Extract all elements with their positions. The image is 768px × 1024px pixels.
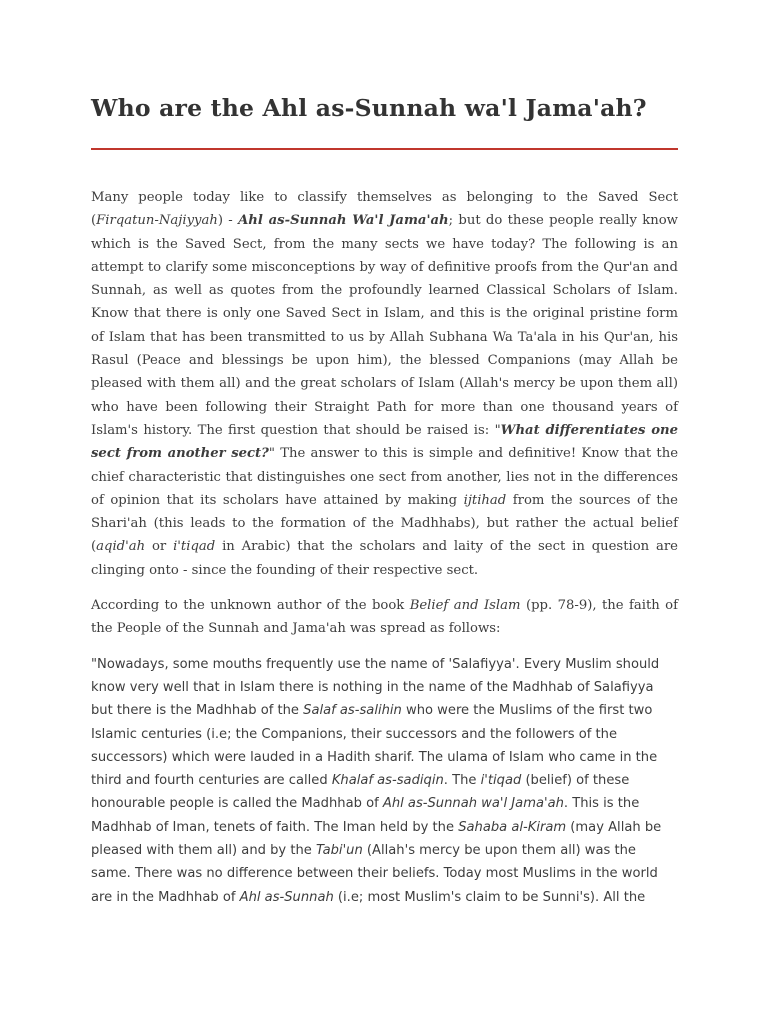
text-run: ) - (217, 213, 239, 229)
text-run: (i.e; most Muslim's claim to be Sunni's). All the (333, 889, 646, 905)
paragraph-quote (91, 653, 678, 909)
text-run: Many people today like to classify themselves as belonging to the Saved Sect ( (91, 190, 678, 229)
italic-term: i'tiqad (480, 773, 522, 789)
text-run: According to the unknown author of the book (91, 598, 410, 614)
text-run: who were the Muslims of the first two Islamic centuries (i.e; the Companions, their successors and the followers of the successors) which were lauded in a Hadith sharif. The ulama of Islam who came in the third and fourth centuries are called (91, 703, 658, 789)
page-title: Who are the Ahl as-Sunnah wa'l Jama'ah? (91, 94, 647, 122)
italic-term: ijtihad (463, 492, 507, 508)
text-run: (pp. 78-9), the faith of the People of the Sunnah and Jama'ah was spread as follows: (91, 598, 678, 637)
italic-term: Ahl as-Sunnah wa'l Jama'ah (382, 796, 564, 812)
article-body (91, 186, 678, 909)
text-run: ; but do these people really know which is the Saved Sect, from the many sects we have today? The following is an attempt to clarify some misconceptions by way of definitive proofs from the Qur'an and Sunnah, as well as quotes from the profoundly learned Classical Scholars of Islam. Know that there is only one Saved Sect in Islam, and this is the original pristine form of Islam that has been transmitted to us by Allah Subhana Wa Ta'ala in his Qur'an, his Rasul (Peace and blessings be upon him), the blessed Companions (may Allah be pleased with them all) and the great scholars of Islam (Allah's mercy be upon them all) who have been following their Straight Path for more than one thousand years of Islam's history. The first question that should be raised is: " (91, 213, 678, 438)
text-run: in Arabic) that the scholars and laity of the sect in question are clinging onto - since the founding of their respective sect. (91, 539, 678, 578)
title-divider (91, 148, 678, 150)
italic-term: Ahl as-Sunnah (239, 889, 334, 905)
italic-term: Salaf as-salihin (303, 703, 402, 719)
text-run: or (145, 539, 174, 555)
paragraph-reference (91, 594, 678, 641)
paragraph-intro (91, 186, 678, 582)
text-run: (Allah's mercy be upon them all) was the same. There was no difference between their beliefs. Today most Muslims in the world are in the Madhhab of (91, 843, 658, 905)
bold-italic-term: Ahl as-Sunnah Wa'l Jama'ah (238, 213, 449, 229)
text-run: (may Allah be pleased with them all) and by the (91, 819, 662, 859)
text-run: " The answer to this is simple and definitive! Know that the chief characteristic that distinguishes one sect from another, lies not in the differences of opinion that its scholars have attained by making (91, 446, 678, 508)
text-run: from the sources of the Shari'ah (this leads to the formation of the Madhhabs), but rather the actual belief ( (91, 492, 678, 555)
text-run: . The (443, 773, 481, 789)
book-title: Belief and Islam (409, 598, 521, 614)
italic-term: i'tiqad (173, 539, 216, 555)
italic-term: Firqatun-Najiyyah (96, 213, 218, 229)
bold-italic-question: What differentiates one sect from another sect? (91, 422, 678, 462)
text-run: . This is the Madhhab of Iman, tenets of faith. The Iman held by the (91, 796, 640, 835)
text-run: (belief) of these honourable people is called the Madhhab of (91, 773, 630, 812)
italic-term: Khalaf as-sadiqin (331, 773, 444, 789)
italic-term: Sahaba al-Kiram (458, 819, 567, 835)
italic-term: Tabi'un (315, 843, 363, 859)
italic-term: aqid'ah (96, 539, 146, 555)
text-run: "Nowadays, some mouths frequently use the name of 'Salafiyya'. Every Muslim should know very well that in Islam there is nothing in the name of the Madhhab of Salafiyya but there is the Madhhab of the (91, 656, 660, 719)
